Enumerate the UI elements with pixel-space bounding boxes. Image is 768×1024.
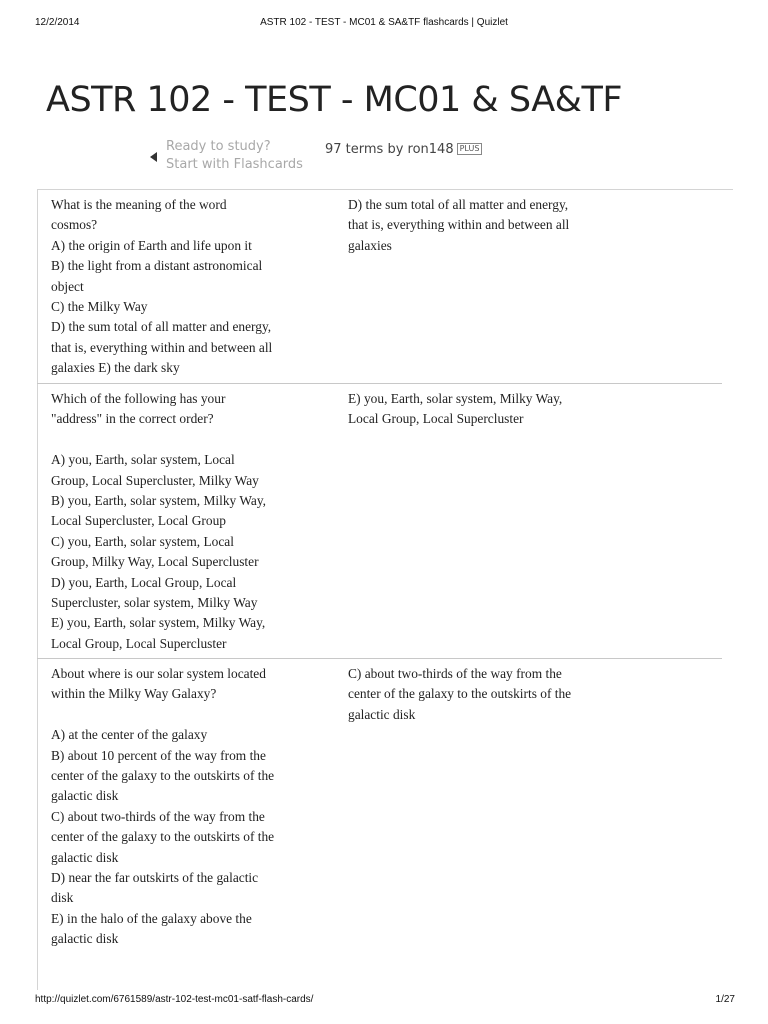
start-flashcards-link[interactable] xyxy=(150,138,320,178)
flashcard-row xyxy=(37,190,722,384)
card-definition: C) about two-thirds of the way from the center of the galaxy to the outskirts of the galactic disk xyxy=(348,666,572,722)
card-term: Which of the following has your "address" in the correct order? A) you, Earth, solar system, Local Group, Local Supercluster, Milky Way B) you, Earth, solar system, Milky Way, Local Supercluster, Local Group C) you, Earth, solar system, Local Group, Milky Way, Local Supercluster D) you, Earth, Local Group, Local Supercluster, solar system, Milky Way E) you, Earth, solar system, Milky Way, Local Group, Local Supercluster xyxy=(51,391,267,651)
card-definition: E) you, Earth, solar system, Milky Way, Local Group, Local Supercluster xyxy=(348,391,563,427)
footer-url: http://quizlet.com/6761589/astr-102-test-mc01-satf-flash-cards/ xyxy=(35,994,314,1005)
footer-page-number: 1/27 xyxy=(715,994,735,1005)
terms-info xyxy=(325,142,482,157)
print-date: 12/2/2014 xyxy=(35,17,80,28)
card-definition: D) the sum total of all matter and energy, that is, everything within and between all galaxies xyxy=(348,197,570,253)
card-term: What is the meaning of the word cosmos? A) the origin of Earth and life upon it B) the light from a distant astronomical object C) the Milky Way D) the sum total of all matter and energy, that is, everything within and between all galaxies E) the dark sky xyxy=(51,197,273,376)
ready-to-study-text: Ready to study? xyxy=(166,139,271,154)
flashcard-row xyxy=(37,659,722,959)
print-page-title: ASTR 102 - TEST - MC01 & SA&TF flashcards | Quizlet xyxy=(260,17,508,28)
terms-count-author: 97 terms by ron148 xyxy=(325,142,454,157)
flashcard-row xyxy=(37,384,722,659)
arrow-left-icon xyxy=(150,152,157,162)
card-term: About where is our solar system located within the Milky Way Galaxy? A) at the center of the galaxy B) about 10 percent of the way from the center of the galaxy to the outskirts of the galactic disk C) about two-thirds of the way from the center of the galaxy to the outskirts of the galactic disk D) near the far outskirts of the galactic disk E) in the halo of the galaxy above the galactic disk xyxy=(51,666,275,947)
plus-badge: PLUS xyxy=(457,143,483,155)
page-title: ASTR 102 - TEST - MC01 & SA&TF xyxy=(46,80,622,120)
start-with-flashcards-text: Start with Flashcards xyxy=(166,157,303,172)
